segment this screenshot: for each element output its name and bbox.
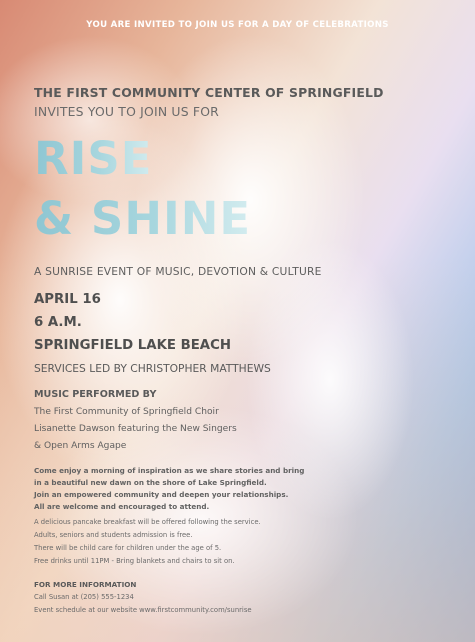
contact-line: Call Susan at (205) 555-1234 — [34, 593, 134, 601]
performer-item: & Open Arms Agape — [34, 441, 127, 451]
services-line: SERVICES LED BY CHRISTOPHER MATTHEWS — [34, 362, 271, 375]
event-time: 6 A.M. — [34, 315, 82, 330]
event-title-line1: RISE — [34, 132, 153, 185]
detail-line: A delicious pancake breakfast will be offered following the service. — [34, 518, 261, 526]
detail-line: Adults, seniors and students admission is free. — [34, 531, 193, 539]
performer-item: Lisanette Dawson featuring the New Singers — [34, 424, 237, 434]
performer-item: The First Community of Springfield Choir — [34, 407, 219, 417]
music-heading: MUSIC PERFORMED BY — [34, 389, 157, 400]
description-line: Come enjoy a morning of inspiration as we share stories and bring — [34, 466, 305, 475]
event-subtitle: A SUNRISE EVENT OF MUSIC, DEVOTION & CULTURE — [34, 265, 322, 278]
description-line: Join an empowered community and deepen your relationships. — [34, 490, 289, 499]
detail-line: Free drinks until 11PM - Bring blankets and chairs to sit on. — [34, 557, 235, 565]
info-heading: FOR MORE INFORMATION — [34, 580, 137, 589]
event-location: SPRINGFIELD LAKE BEACH — [34, 338, 231, 353]
detail-line: There will be child care for children under the age of 5. — [34, 544, 222, 552]
description-line: in a beautiful new dawn on the shore of Lake Springfield. — [34, 478, 267, 487]
event-title-line2: & SHINE — [34, 192, 252, 245]
description-line: All are welcome and encouraged to attend. — [34, 502, 210, 511]
event-date: APRIL 16 — [34, 292, 101, 307]
invites-line: INVITES YOU TO JOIN US FOR — [34, 104, 219, 119]
website-line: Event schedule at our website www.firstcommunity.com/sunrise — [34, 606, 252, 614]
organizer-name: THE FIRST COMMUNITY CENTER OF SPRINGFIELD — [34, 85, 384, 100]
invitation-banner: YOU ARE INVITED TO JOIN US FOR A DAY OF CELEBRATIONS — [86, 20, 389, 30]
